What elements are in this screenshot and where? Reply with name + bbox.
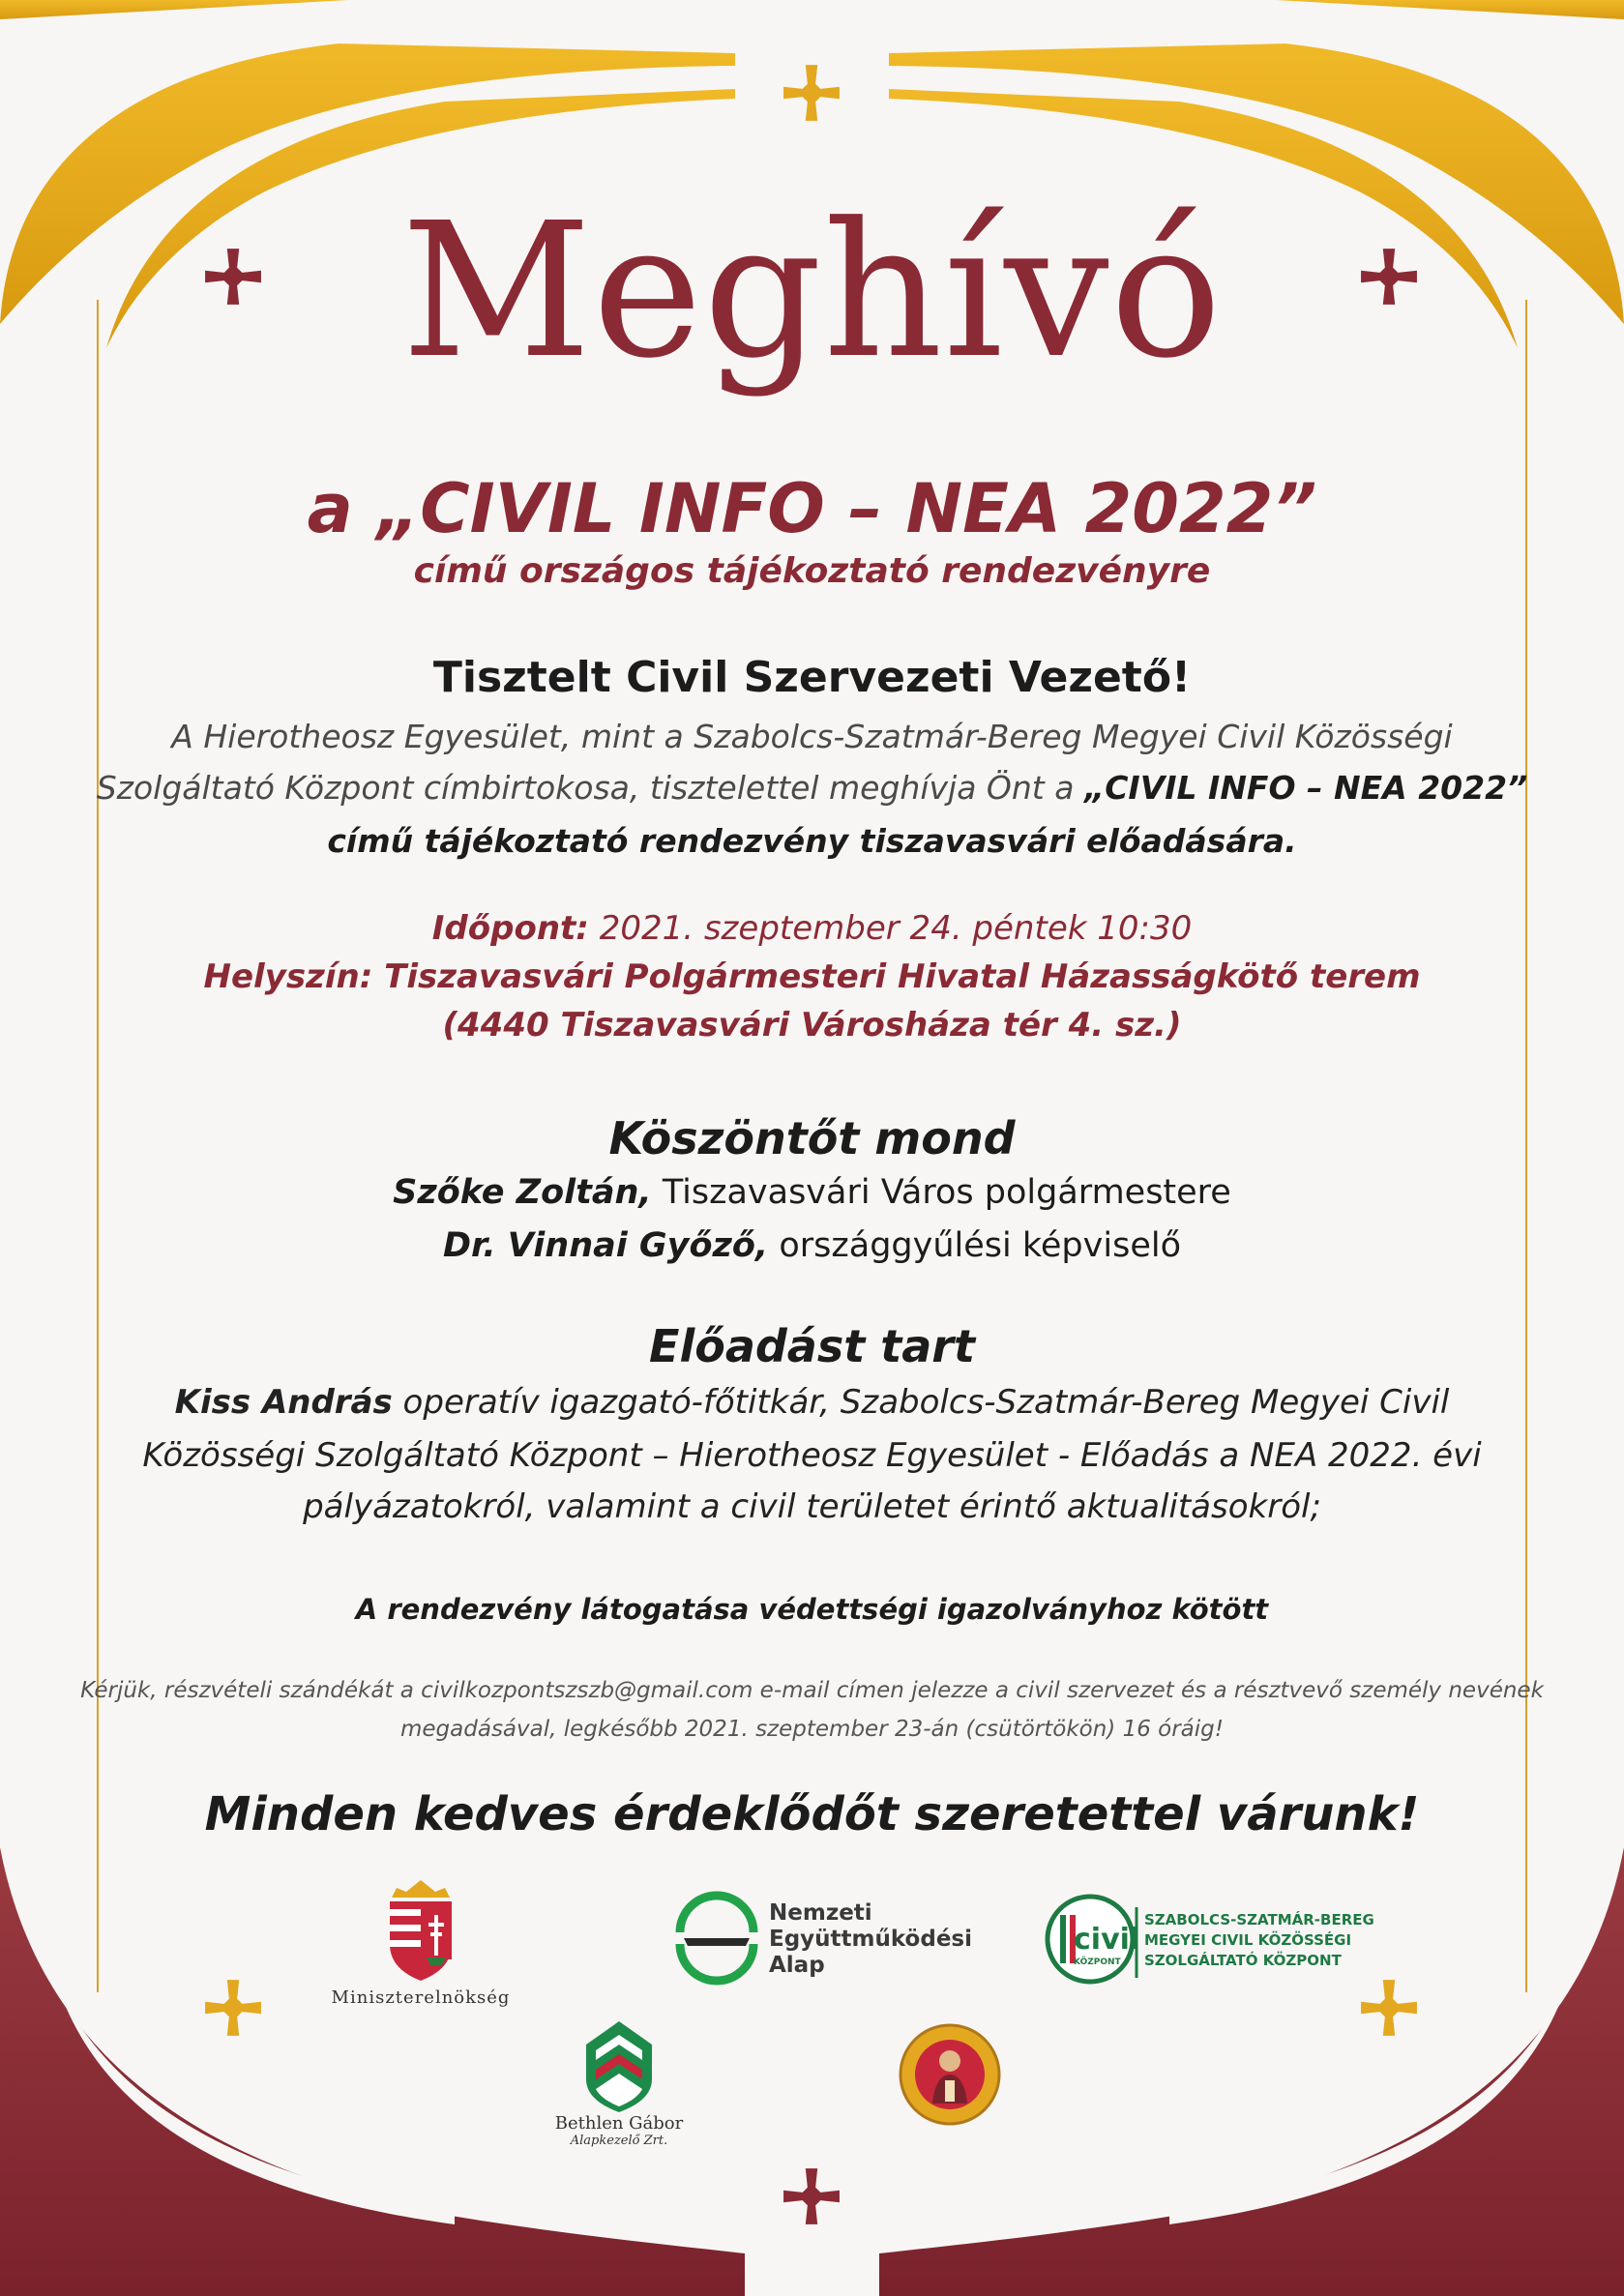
- lecture-line-2: Közösségi Szolgáltató Központ – Hierotheosz Egyesület - Előadás a NEA 2022. évi: [142, 1436, 1482, 1475]
- rsvp-line-2: megadásával, legkésőbb 2021. szeptember 23-án (csütörtökön) 16 óráig!: [400, 1717, 1224, 1742]
- civil-center-line: SZOLGÁLTATÓ KÖZPONT: [1144, 1952, 1342, 1969]
- lecture-line-3: pályázatokról, valamint a civil területet érintő aktualitásokról;: [303, 1487, 1321, 1526]
- event-time: [0, 909, 1624, 948]
- intro-line-1: A Hierotheosz Egyesület, mint a Szabolcs-Szatmár-Bereg Megyei Civil Közösségi: [171, 718, 1453, 755]
- speaker-name: Dr. Vinnai Győző,: [443, 1226, 769, 1265]
- event-address: (4440 Tiszavasvári Városháza tér 4. sz.): [442, 1006, 1182, 1045]
- lecture-line-1: [0, 1383, 1624, 1422]
- closing-line: Minden kedves érdeklődőt szeretettel várunk!: [204, 1787, 1420, 1841]
- speaker-role: országgyűlési képviselő: [768, 1226, 1181, 1265]
- ministry-logo: [290, 1987, 551, 2008]
- rsvp-line-1: Kérjük, részvételi szándékát a civilkozpontszszb@gmail.com e-mail címen jelezze a civil szervezet és a résztvevő személy nevének: [80, 1678, 1544, 1703]
- intro-line-2-bold: „CIVIL INFO – NEA 2022”: [1083, 769, 1528, 807]
- lecture-line-1-text: operatív igazgató-főtitkár, Szabolcs-Szatmár-Bereg Megyei Civil: [392, 1383, 1450, 1422]
- event-subtitle: című országos tájékoztató rendezvényre: [413, 551, 1211, 591]
- bethlen-gabor-name: Bethlen Gábor: [554, 2113, 684, 2134]
- civil-mark-subtext: KÖZPONT: [1074, 1957, 1121, 1967]
- civil-center-line: MEGYEI CIVIL KÖZÖSSÉGI: [1144, 1931, 1352, 1949]
- nea-logo-line: Nemzeti: [769, 1900, 872, 1926]
- nea-logo-line: Alap: [769, 1953, 825, 1978]
- greeting: Tisztelt Civil Szervezeti Vezető!: [432, 653, 1192, 702]
- welcome-heading: Köszöntőt mond: [608, 1112, 1016, 1164]
- bethlen-gabor-subtext: Alapkezelő Zrt.: [570, 2134, 668, 2148]
- civil-center-logo: [1144, 1910, 1374, 1971]
- speaker-name: Szőke Zoltán,: [393, 1173, 652, 1212]
- lecture-speaker-name: Kiss András: [174, 1383, 393, 1422]
- welcome-speaker: [0, 1226, 1624, 1265]
- event-time-label: Időpont:: [431, 909, 589, 948]
- intro-line-3: című tájékoztató rendezvény tiszavasvári előadására.: [327, 822, 1297, 860]
- bethlen-gabor-logo: [542, 2113, 696, 2148]
- lecture-heading: Előadást tart: [649, 1320, 975, 1372]
- nea-logo: [769, 1900, 972, 1979]
- nea-logo-line: Együttműködési: [769, 1927, 972, 1952]
- event-place-label: Helyszín:: [203, 957, 373, 996]
- intro-line-2-text: Szolgáltató Központ címbirtokosa, tisztelettel meghívja Önt a: [96, 769, 1084, 807]
- event-time-value: 2021. szeptember 24. péntek 10:30: [588, 909, 1193, 948]
- event-place: [0, 957, 1624, 996]
- covid-notice: A rendezvény látogatása védettségi igazolványhoz kötött: [355, 1593, 1269, 1626]
- civil-mark-text: civil: [1074, 1923, 1140, 1957]
- intro-line-2: [0, 769, 1624, 807]
- event-title: a „CIVIL INFO – NEA 2022”: [307, 469, 1317, 548]
- welcome-speaker: [0, 1173, 1624, 1212]
- ministry-logo-text: Miniszterelnökség: [331, 1987, 511, 2008]
- page-title: Meghívó: [400, 184, 1224, 399]
- event-place-value: Tiszavasvári Polgármesteri Hivatal Házasságkötő terem: [372, 957, 1421, 996]
- civil-center-line: SZABOLCS-SZATMÁR-BEREG: [1144, 1911, 1374, 1928]
- speaker-role: Tiszavasvári Város polgármestere: [651, 1173, 1231, 1212]
